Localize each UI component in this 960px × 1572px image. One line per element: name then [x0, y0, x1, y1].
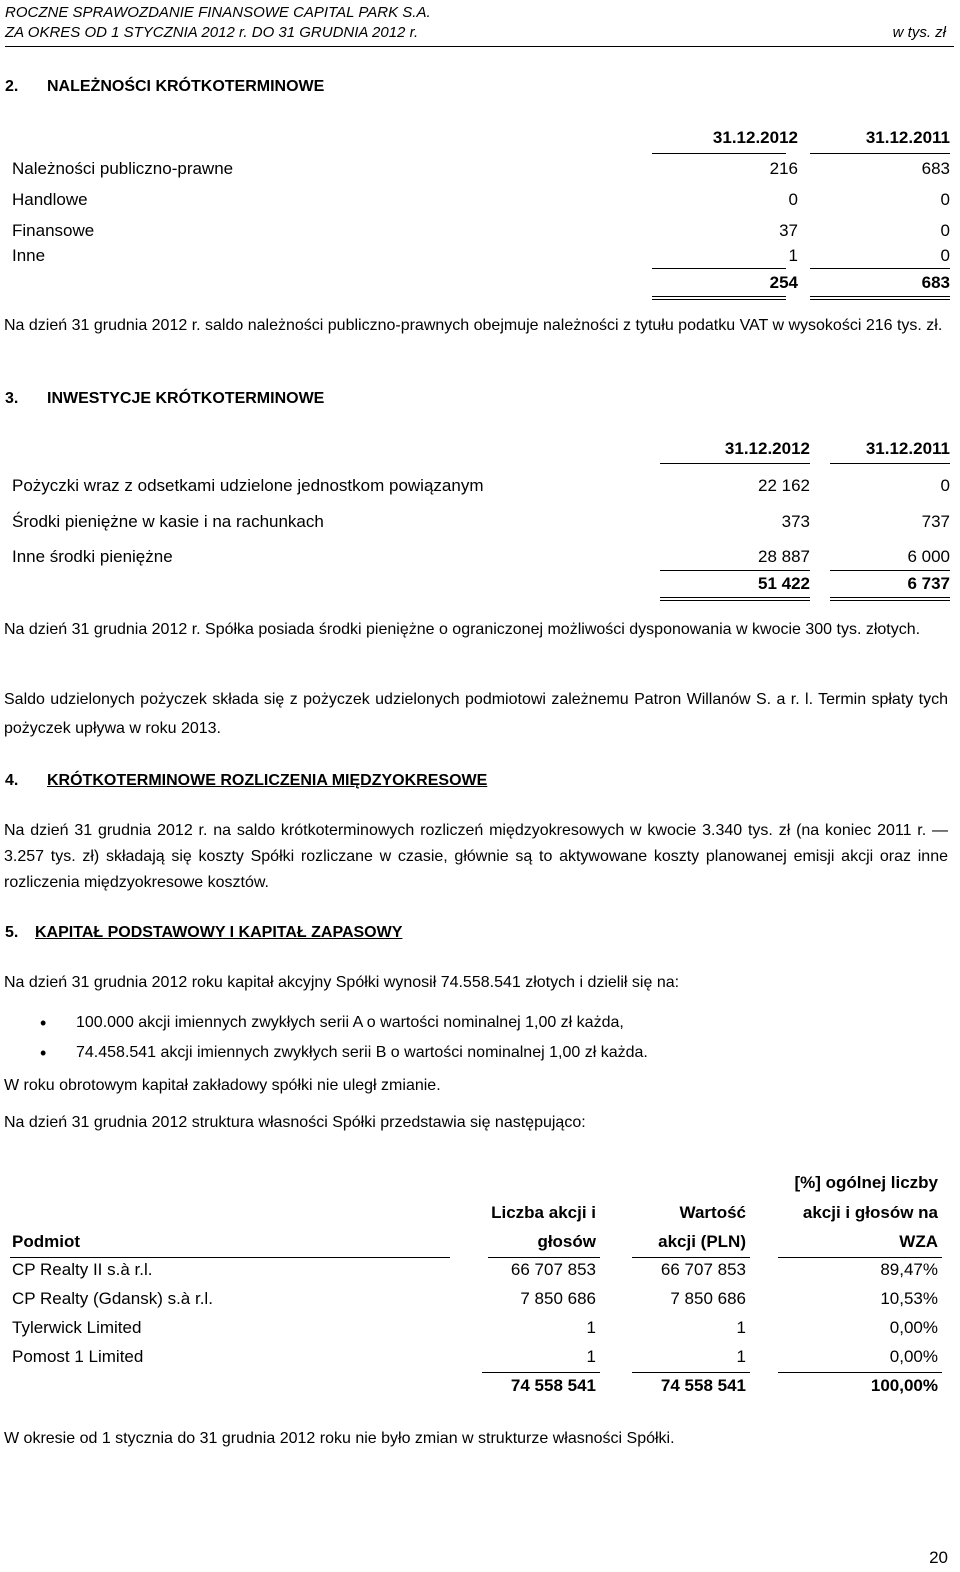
ownership-closing: W okresie od 1 stycznia do 31 grudnia 2012 roku nie było zmian w strukturze własności Spółki.	[4, 1430, 675, 1447]
header-underline	[10, 1257, 450, 1258]
column-header-shares: Liczba akcji i	[491, 1203, 596, 1222]
table-header-row: 31.12.2012 31.12.2011	[712, 128, 950, 147]
table-row: Pożyczki wraz z odsetkami udzielone jednostkom powiązanym 22 162 0	[12, 476, 950, 495]
subtotal-line	[482, 1372, 600, 1373]
section-4-heading: 4. KRÓTKOTERMINOWE ROZLICZENIA MIĘDZYOKRESOWE	[5, 772, 488, 789]
header-underline	[810, 153, 950, 154]
total-double-line	[810, 296, 950, 300]
table-row: Należności publiczno-prawne 216 683	[12, 159, 950, 178]
total-double-line	[652, 296, 786, 300]
table-row: CP Realty II s.à r.l. 66 707 853 66 707 853 89,47%	[12, 1260, 938, 1279]
total-row: 51 422 6 737	[758, 574, 950, 593]
column-header-value: akcji (PLN)	[658, 1232, 746, 1251]
table-row: Handlowe 0 0	[12, 190, 950, 209]
list-item: • 74.458.541 akcji imiennych zwykłych serii B o wartości nominalnej 1,00 zł każda.	[40, 1038, 648, 1068]
report-period: ZA OKRES OD 1 STYCZNIA 2012 r. DO 31 GRUDNIA 2012 r.	[5, 24, 419, 41]
subtotal-line	[830, 570, 950, 571]
section-2-note: Na dzień 31 grudnia 2012 r. saldo należności publiczno-prawnych obejmuje należności z tytułu podatku VAT w wysokości 216 tys. zł.	[4, 317, 943, 334]
section-5-heading: 5. KAPITAŁ PODSTAWOWY I KAPITAŁ ZAPASOWY	[5, 924, 403, 941]
section-2-heading: 2. NALEŻNOŚCI KRÓTKOTERMINOWE	[5, 78, 325, 95]
unit-label: w tys. zł	[892, 24, 946, 41]
table-header-row: 31.12.2012 31.12.2011	[724, 439, 950, 458]
ownership-intro: Na dzień 31 grudnia 2012 struktura własności Spółki przedstawia się następująco:	[4, 1114, 586, 1131]
subtotal-line	[778, 1372, 942, 1373]
header-underline	[488, 1257, 600, 1258]
table-row: Pomost 1 Limited 1 1 0,00%	[12, 1347, 938, 1366]
subtotal-line	[652, 268, 786, 269]
column-header-percent: [%] ogólnej liczby	[794, 1173, 938, 1192]
header-underline	[652, 153, 786, 154]
column-header-value: Wartość	[679, 1203, 746, 1222]
total-row: 74 558 541 74 558 541 100,00%	[510, 1376, 938, 1395]
header-underline	[830, 463, 950, 464]
table-row: Tylerwick Limited 1 1 0,00%	[12, 1318, 938, 1337]
list-item: • 100.000 akcji imiennych zwykłych serii A o wartości nominalnej 1,00 zł każda,	[40, 1008, 648, 1038]
column-header-percent: WZA	[899, 1232, 938, 1251]
column-header-entity: Podmiot	[12, 1232, 80, 1251]
capital-intro: Na dzień 31 grudnia 2012 roku kapitał akcyjny Spółki wynosił 74.558.541 złotych i dzielił się na:	[4, 974, 680, 991]
report-title: ROCZNE SPRAWOZDANIE FINANSOWE CAPITAL PARK S.A.	[5, 4, 431, 21]
total-row: 254 683	[769, 273, 950, 292]
subtotal-line	[660, 570, 810, 571]
share-series-list	[40, 1008, 648, 1068]
header-underline	[660, 463, 810, 464]
section-4-text: Na dzień 31 grudnia 2012 r. na saldo krótkoterminowych rozliczeń międzyokresowych w kwocie 3.340 tys. zł (na koniec 2011 r. — 3.257 tys. zł) składają się koszty Spółki rozliczane w czasie, głównie są to aktywowane koszty planowanej emisji akcji oraz inne rozliczenia międzyokresowe kosztów.	[4, 822, 948, 891]
subtotal-line	[632, 1372, 750, 1373]
section-3-note-restricted-cash: Na dzień 31 grudnia 2012 r. Spółka posiada środki pieniężne o ograniczonej możliwości dysponowania w kwocie 300 tys. złotych.	[4, 621, 921, 638]
section-3-heading: 3. INWESTYCJE KRÓTKOTERMINOWE	[5, 390, 325, 407]
subtotal-line	[810, 268, 950, 269]
column-header-percent: akcji i głosów na	[802, 1203, 938, 1222]
table-row: Środki pieniężne w kasie i na rachunkach 373 737	[12, 512, 950, 531]
total-double-line	[830, 597, 950, 601]
table-row: Inne 1 0	[12, 246, 950, 265]
table-row: CP Realty (Gdansk) s.à r.l. 7 850 686 7 850 686 10,53%	[12, 1289, 938, 1308]
column-header-shares: głosów	[537, 1232, 596, 1251]
total-double-line	[660, 597, 810, 601]
table-row: Inne środki pieniężne 28 887 6 000	[12, 547, 950, 566]
page-header	[5, 4, 954, 47]
section-3-note-loans: Saldo udzielonych pożyczek składa się z pożyczek udzielonych podmiotowi zależnemu Patron Willanów S. a r. l. Termin spłaty tych pożyczek upływa w roku 2013.	[4, 691, 948, 737]
header-underline	[632, 1257, 750, 1258]
header-underline	[778, 1257, 942, 1258]
page-number: 20	[929, 1548, 948, 1567]
capital-no-change: W roku obrotowym kapitał zakładowy spółki nie uległ zmianie.	[4, 1077, 441, 1094]
table-row: Finansowe 37 0	[12, 221, 950, 240]
